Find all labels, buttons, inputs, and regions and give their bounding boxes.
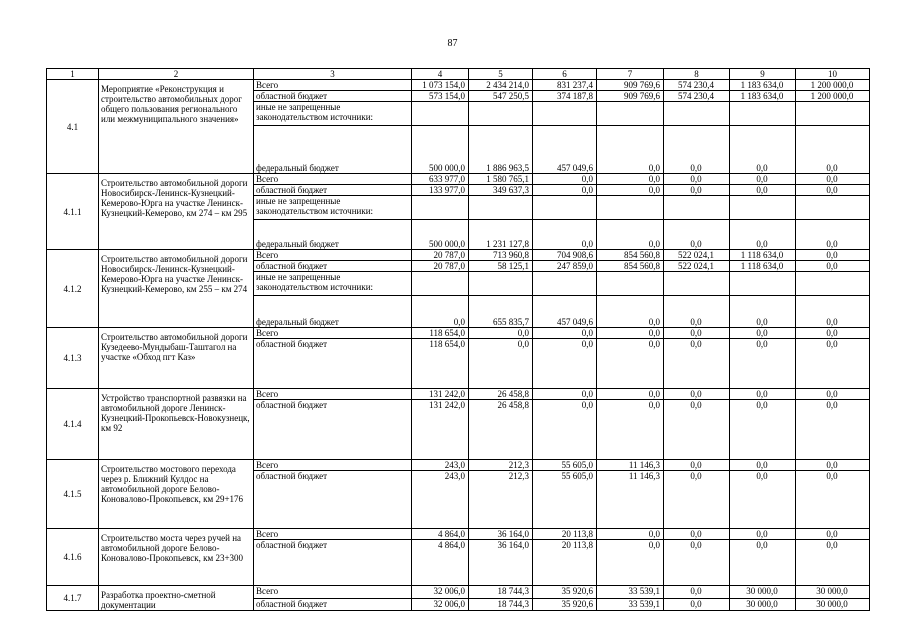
page-number: 87 xyxy=(447,38,458,49)
amount-cell: 4 864,0 xyxy=(412,529,469,540)
amount-cell: 26 458,8 xyxy=(469,389,533,400)
funding-source: иные не запрещенные законодательством источники: xyxy=(254,196,412,220)
funding-source: Всего xyxy=(254,586,412,599)
amount-cell xyxy=(730,102,796,126)
amount-cell: 4 864,0 xyxy=(412,540,469,586)
amount-cell: 55 605,0 xyxy=(533,471,597,529)
item-code: 4.1.5 xyxy=(47,460,99,529)
amount-cell: 655 835,7 xyxy=(469,296,533,328)
amount-cell: 0,0 xyxy=(597,540,664,586)
item-code: 4.1.3 xyxy=(47,328,99,389)
amount-cell: 0,0 xyxy=(533,339,597,389)
amount-cell: 0,0 xyxy=(533,389,597,400)
amount-cell: 0,0 xyxy=(796,250,870,261)
amount-cell: 0,0 xyxy=(796,529,870,540)
amount-cell: 0,0 xyxy=(796,328,870,339)
amount-cell xyxy=(412,196,469,220)
amount-cell: 0,0 xyxy=(533,328,597,339)
column-header: 4 xyxy=(412,69,469,80)
amount-cell xyxy=(597,196,664,220)
amount-cell: 20 787,0 xyxy=(412,261,469,272)
amount-cell: 0,0 xyxy=(597,296,664,328)
item-code: 4.1.4 xyxy=(47,389,99,460)
funding-source: областной бюджет xyxy=(254,339,412,389)
amount-cell: 0,0 xyxy=(796,540,870,586)
amount-cell: 374 187,8 xyxy=(533,91,597,102)
amount-cell: 0,0 xyxy=(664,460,730,471)
item-code: 4.1.7 xyxy=(47,586,99,611)
amount-cell: 118 654,0 xyxy=(412,339,469,389)
amount-cell: 0,0 xyxy=(730,220,796,250)
table-row xyxy=(47,328,870,339)
amount-cell: 713 960,8 xyxy=(469,250,533,261)
amount-cell: 573 154,0 xyxy=(412,91,469,102)
table-row xyxy=(47,529,870,540)
amount-cell xyxy=(412,102,469,126)
item-code: 4.1.1 xyxy=(47,174,99,250)
amount-cell: 0,0 xyxy=(664,174,730,185)
amount-cell xyxy=(533,272,597,296)
amount-cell: 547 250,5 xyxy=(469,91,533,102)
amount-cell: 243,0 xyxy=(412,460,469,471)
amount-cell: 0,0 xyxy=(730,174,796,185)
amount-cell: 0,0 xyxy=(730,296,796,328)
amount-cell: 0,0 xyxy=(597,174,664,185)
amount-cell: 0,0 xyxy=(730,185,796,196)
amount-cell: 0,0 xyxy=(469,328,533,339)
amount-cell: 35 920,6 xyxy=(533,598,597,611)
amount-cell: 118 654,0 xyxy=(412,328,469,339)
amount-cell: 0,0 xyxy=(412,296,469,328)
amount-cell: 0,0 xyxy=(796,389,870,400)
column-header: 1 xyxy=(47,69,99,80)
amount-cell: 0,0 xyxy=(664,389,730,400)
item-code: 4.1 xyxy=(47,80,99,174)
amount-cell: 1 200 000,0 xyxy=(796,80,870,91)
amount-cell: 1 118 634,0 xyxy=(730,250,796,261)
column-header: 9 xyxy=(730,69,796,80)
amount-cell: 33 539,1 xyxy=(597,586,664,599)
amount-cell: 20 113,8 xyxy=(533,540,597,586)
amount-cell: 909 769,6 xyxy=(597,91,664,102)
amount-cell: 522 024,1 xyxy=(664,250,730,261)
amount-cell: 1 200 000,0 xyxy=(796,91,870,102)
amount-cell xyxy=(469,102,533,126)
amount-cell: 1 231 127,8 xyxy=(469,220,533,250)
amount-cell: 0,0 xyxy=(730,540,796,586)
amount-cell xyxy=(730,196,796,220)
funding-source: областной бюджет xyxy=(254,540,412,586)
amount-cell: 11 146,3 xyxy=(597,471,664,529)
funding-source: Всего xyxy=(254,389,412,400)
amount-cell xyxy=(664,102,730,126)
amount-cell: 0,0 xyxy=(730,339,796,389)
amount-cell: 0,0 xyxy=(796,471,870,529)
amount-cell: 457 049,6 xyxy=(533,296,597,328)
amount-cell: 0,0 xyxy=(597,339,664,389)
table-row xyxy=(47,586,870,599)
table-row xyxy=(47,80,870,91)
amount-cell: 831 237,4 xyxy=(533,80,597,91)
amount-cell: 55 605,0 xyxy=(533,460,597,471)
amount-cell: 32 006,0 xyxy=(412,598,469,611)
funding-source: областной бюджет xyxy=(254,261,412,272)
amount-cell xyxy=(730,272,796,296)
amount-cell: 0,0 xyxy=(730,460,796,471)
amount-cell xyxy=(597,102,664,126)
amount-cell: 1 183 634,0 xyxy=(730,91,796,102)
amount-cell: 32 006,0 xyxy=(412,586,469,599)
table-row xyxy=(47,389,870,400)
amount-cell: 30 000,0 xyxy=(796,586,870,599)
funding-source: федеральный бюджет xyxy=(254,126,412,174)
amount-cell: 35 920,6 xyxy=(533,586,597,599)
column-header: 5 xyxy=(469,69,533,80)
amount-cell: 0,0 xyxy=(796,185,870,196)
amount-cell: 30 000,0 xyxy=(796,598,870,611)
item-name: Строительство мостового перехода через р. Ближний Кулдос на автомобильной дороге Белово-Коновалово-Прокопьевск, км 29+176 xyxy=(99,460,254,529)
amount-cell: 0,0 xyxy=(597,126,664,174)
amount-cell: 1 580 765,1 xyxy=(469,174,533,185)
amount-cell: 247 859,0 xyxy=(533,261,597,272)
column-header: 7 xyxy=(597,69,664,80)
amount-cell: 2 434 214,0 xyxy=(469,80,533,91)
amount-cell: 500 000,0 xyxy=(412,126,469,174)
amount-cell: 0,0 xyxy=(533,185,597,196)
amount-cell: 0,0 xyxy=(730,529,796,540)
amount-cell xyxy=(533,196,597,220)
amount-cell: 854 560,8 xyxy=(597,261,664,272)
column-header: 3 xyxy=(254,69,412,80)
funding-source: областной бюджет xyxy=(254,598,412,611)
amount-cell: 574 230,4 xyxy=(664,91,730,102)
amount-cell: 0,0 xyxy=(533,174,597,185)
amount-cell: 0,0 xyxy=(533,220,597,250)
item-name: Устройство транспортной развязки на автомобильной дороге Ленинск-Кузнецкий-Прокопьевск-Новокузнецк, км 92 xyxy=(99,389,254,460)
amount-cell: 1 073 154,0 xyxy=(412,80,469,91)
amount-cell: 0,0 xyxy=(664,328,730,339)
amount-cell: 0,0 xyxy=(664,586,730,599)
amount-cell: 0,0 xyxy=(597,185,664,196)
amount-cell: 1 886 963,5 xyxy=(469,126,533,174)
amount-cell: 36 164,0 xyxy=(469,540,533,586)
table-row xyxy=(47,250,870,261)
funding-source: иные не запрещенные законодательством источники: xyxy=(254,102,412,126)
amount-cell: 574 230,4 xyxy=(664,80,730,91)
funding-source: Всего xyxy=(254,328,412,339)
amount-cell: 33 539,1 xyxy=(597,598,664,611)
amount-cell: 0,0 xyxy=(664,185,730,196)
amount-cell: 0,0 xyxy=(796,296,870,328)
amount-cell: 0,0 xyxy=(664,339,730,389)
amount-cell: 0,0 xyxy=(796,339,870,389)
amount-cell: 1 183 634,0 xyxy=(730,80,796,91)
amount-cell xyxy=(469,272,533,296)
amount-cell: 349 637,3 xyxy=(469,185,533,196)
amount-cell xyxy=(796,272,870,296)
amount-cell: 0,0 xyxy=(664,220,730,250)
amount-cell: 522 024,1 xyxy=(664,261,730,272)
amount-cell: 0,0 xyxy=(796,460,870,471)
amount-cell: 212,3 xyxy=(469,471,533,529)
table-row xyxy=(47,460,870,471)
funding-source: федеральный бюджет xyxy=(254,220,412,250)
header-row xyxy=(47,69,870,80)
amount-cell: 0,0 xyxy=(597,529,664,540)
funding-source: областной бюджет xyxy=(254,400,412,460)
item-name: Разработка проектно-сметной документации xyxy=(99,586,254,611)
item-name: Строительство автомобильной дороги Новосибирск-Ленинск-Кузнецкий-Кемерово-Юрга на участке Ленинск-Кузнецкий-Кемерово, км 255 – км 274 xyxy=(99,250,254,328)
amount-cell: 0,0 xyxy=(597,328,664,339)
amount-cell: 1 118 634,0 xyxy=(730,261,796,272)
amount-cell: 0,0 xyxy=(664,529,730,540)
item-code: 4.1.2 xyxy=(47,250,99,328)
amount-cell xyxy=(796,102,870,126)
funding-source: иные не запрещенные законодательством источники: xyxy=(254,272,412,296)
amount-cell: 0,0 xyxy=(796,261,870,272)
amount-cell: 0,0 xyxy=(796,174,870,185)
amount-cell: 0,0 xyxy=(664,296,730,328)
amount-cell: 0,0 xyxy=(597,389,664,400)
amount-cell xyxy=(412,272,469,296)
amount-cell: 30 000,0 xyxy=(730,586,796,599)
amount-cell: 0,0 xyxy=(730,400,796,460)
amount-cell: 212,3 xyxy=(469,460,533,471)
amount-cell: 0,0 xyxy=(730,126,796,174)
amount-cell xyxy=(469,196,533,220)
amount-cell: 133 977,0 xyxy=(412,185,469,196)
amount-cell: 0,0 xyxy=(597,400,664,460)
amount-cell: 704 908,6 xyxy=(533,250,597,261)
amount-cell: 18 744,3 xyxy=(469,586,533,599)
item-name: Строительство автомобильной дороги Новосибирск-Ленинск-Кузнецкий-Кемерово-Юрга на участке Ленинск-Кузнецкий-Кемерово, км 274 – км 295 xyxy=(99,174,254,250)
funding-source: Всего xyxy=(254,529,412,540)
funding-source: федеральный бюджет xyxy=(254,296,412,328)
amount-cell: 457 049,6 xyxy=(533,126,597,174)
amount-cell: 0,0 xyxy=(730,389,796,400)
amount-cell xyxy=(533,102,597,126)
funding-source: Всего xyxy=(254,174,412,185)
column-header: 2 xyxy=(99,69,254,80)
amount-cell: 0,0 xyxy=(730,328,796,339)
item-name: Строительство моста через ручей на автомобильной дороге Белово-Коновалово-Прокопьевск, км 23+300 xyxy=(99,529,254,586)
funding-source: областной бюджет xyxy=(254,185,412,196)
amount-cell: 58 125,1 xyxy=(469,261,533,272)
funding-source: Всего xyxy=(254,250,412,261)
amount-cell: 909 769,6 xyxy=(597,80,664,91)
amount-cell: 0,0 xyxy=(469,339,533,389)
funding-source: областной бюджет xyxy=(254,91,412,102)
funding-source: областной бюджет xyxy=(254,471,412,529)
table-row xyxy=(47,174,870,185)
column-header: 6 xyxy=(533,69,597,80)
amount-cell: 0,0 xyxy=(664,126,730,174)
amount-cell: 0,0 xyxy=(796,400,870,460)
amount-cell: 18 744,3 xyxy=(469,598,533,611)
amount-cell xyxy=(664,272,730,296)
amount-cell: 0,0 xyxy=(664,598,730,611)
funding-source: Всего xyxy=(254,460,412,471)
amount-cell xyxy=(597,272,664,296)
amount-cell: 500 000,0 xyxy=(412,220,469,250)
item-code: 4.1.6 xyxy=(47,529,99,586)
column-header: 8 xyxy=(664,69,730,80)
amount-cell: 26 458,8 xyxy=(469,400,533,460)
amount-cell: 131 242,0 xyxy=(412,389,469,400)
amount-cell: 0,0 xyxy=(664,400,730,460)
amount-cell: 0,0 xyxy=(597,220,664,250)
amount-cell: 0,0 xyxy=(796,126,870,174)
amount-cell: 243,0 xyxy=(412,471,469,529)
amount-cell: 0,0 xyxy=(664,471,730,529)
item-name: Строительство автомобильной дороги Кузедеево-Мундыбаш-Таштагол на участке «Обход пгт Каз» xyxy=(99,328,254,389)
amount-cell: 11 146,3 xyxy=(597,460,664,471)
amount-cell xyxy=(664,196,730,220)
amount-cell: 633 977,0 xyxy=(412,174,469,185)
amount-cell xyxy=(796,196,870,220)
amount-cell: 854 560,8 xyxy=(597,250,664,261)
amount-cell: 0,0 xyxy=(730,471,796,529)
column-header: 10 xyxy=(796,69,870,80)
amount-cell: 0,0 xyxy=(664,540,730,586)
amount-cell: 36 164,0 xyxy=(469,529,533,540)
amount-cell: 20 113,8 xyxy=(533,529,597,540)
amount-cell: 0,0 xyxy=(796,220,870,250)
item-name: Мероприятие «Реконструкция и строительство автомобильных дорог общего пользования регионального или межмуниципального значения» xyxy=(99,80,254,174)
amount-cell: 131 242,0 xyxy=(412,400,469,460)
budget-table xyxy=(46,68,870,611)
amount-cell: 20 787,0 xyxy=(412,250,469,261)
funding-source: Всего xyxy=(254,80,412,91)
amount-cell: 0,0 xyxy=(533,400,597,460)
amount-cell: 30 000,0 xyxy=(730,598,796,611)
